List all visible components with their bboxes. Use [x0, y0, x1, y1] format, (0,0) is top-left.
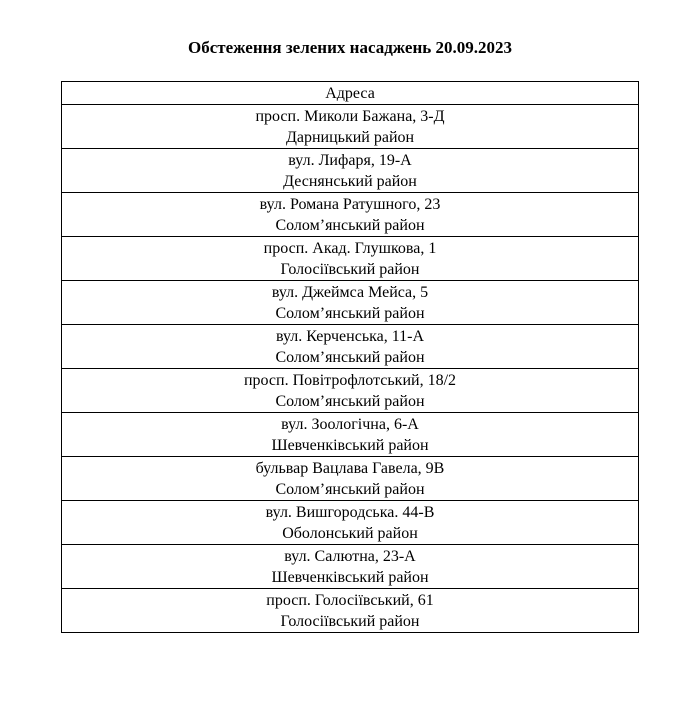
address-cell: [62, 457, 639, 501]
district-name: Солом’янський район: [275, 392, 425, 410]
street-address: бульвар Вацлава Гавела, 9В: [255, 459, 445, 477]
street-address: вул. Салютна, 23-А: [284, 547, 416, 565]
address-table-body: [62, 82, 639, 633]
table-row: [62, 325, 639, 369]
table-row: [62, 369, 639, 413]
district-name: Солом’янський район: [275, 216, 425, 234]
street-address: просп. Миколи Бажана, 3-Д: [255, 107, 445, 125]
address-cell: [62, 149, 639, 193]
district-name: Деснянський район: [283, 172, 417, 190]
table-row: [62, 545, 639, 589]
table-row: [62, 105, 639, 149]
address-cell: [62, 325, 639, 369]
table-row: [62, 193, 639, 237]
street-address: вул. Романа Ратушного, 23: [259, 195, 441, 213]
district-name: Голосіївський район: [280, 612, 420, 630]
address-cell: [62, 501, 639, 545]
street-address: вул. Зоологічна, 6-А: [281, 415, 419, 433]
street-address: просп. Голосіївський, 61: [266, 591, 434, 609]
table-row: [62, 413, 639, 457]
district-name: Голосіївський район: [280, 260, 420, 278]
street-address: вул. Джеймса Мейса, 5: [271, 283, 429, 301]
street-address: вул. Вишгородська. 44-В: [265, 503, 435, 521]
address-cell: [62, 237, 639, 281]
address-cell: [62, 193, 639, 237]
district-name: Солом’янський район: [275, 348, 425, 366]
address-table: [61, 81, 639, 633]
district-name: Дарницький район: [285, 128, 415, 146]
street-address: вул. Лифаря, 19-А: [288, 151, 412, 169]
address-cell: [62, 281, 639, 325]
table-row: [62, 457, 639, 501]
document-title: Обстеження зелених насаджень 20.09.2023: [188, 38, 512, 57]
street-address: просп. Повітрофлотський, 18/2: [243, 371, 457, 389]
address-cell: [62, 545, 639, 589]
district-name: Солом’янський район: [275, 304, 425, 322]
address-cell: [62, 413, 639, 457]
district-name: Шевченківський район: [271, 568, 429, 586]
district-name: Оболонський район: [282, 524, 418, 542]
table-row: [62, 589, 639, 633]
street-address: вул. Керченська, 11-А: [275, 327, 425, 345]
column-header-address: Адреса: [62, 82, 639, 105]
address-cell: [62, 105, 639, 149]
table-header-row: [62, 82, 639, 105]
table-row: [62, 149, 639, 193]
district-name: Шевченківський район: [271, 436, 429, 454]
district-name: Солом’янський район: [275, 480, 425, 498]
address-cell: [62, 589, 639, 633]
address-cell: [62, 369, 639, 413]
table-row: [62, 237, 639, 281]
street-address: просп. Акад. Глушкова, 1: [263, 239, 437, 257]
table-row: [62, 281, 639, 325]
table-row: [62, 501, 639, 545]
